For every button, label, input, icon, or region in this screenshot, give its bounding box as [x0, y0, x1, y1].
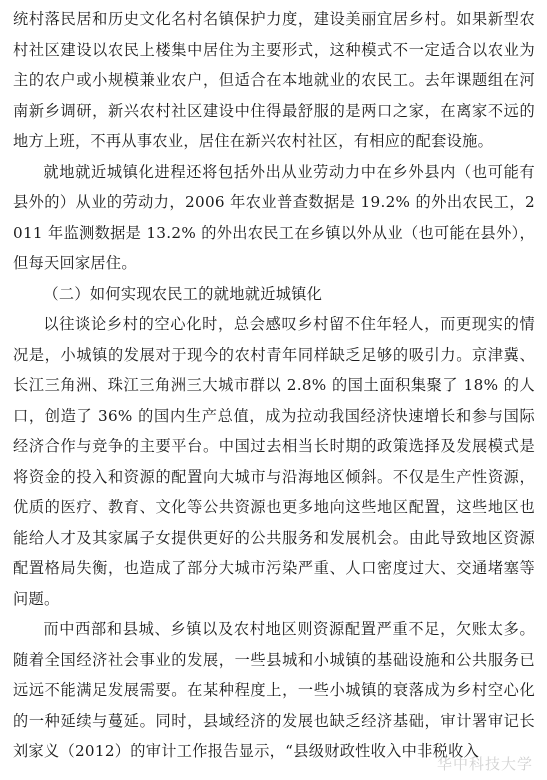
paragraph-2: 就地就近城镇化进程还将包括外出从业劳动力中在乡外县内（也可能有县外的）从业的劳动力，2006 年农业普查数据是 19.2% 的外出农民工，2011 年监测数据是 13.2% 的外出农民工在乡镇以外从业（也可能在县外），但每天回家居住。 [13, 162, 535, 272]
paragraph-3: 以往谈论乡村的空心化时，总会感叹乡村留不住年轻人，而更现实的情况是，小城镇的发展对于现今的农村青年同样缺乏足够的吸引力。京津冀、长江三角洲、珠江三角洲三大城市群以 2.8% 的国土面积集聚了 18% 的人口，创造了 36% 的国内生产总值，成为拉动我国经济快速增长和参与国际经济合作与竞争的主要平台。中国过去相当长时期的政策选择及发展模式是将资金的投入和资源的配置向大城市与沿海地区倾斜。不仅是生产性资源，优质的医疗、教育、文化等公共资源也更多地向这些地区配置，这些地区也能给人才及其家属子女提供更好的公共服务和发展机会。由此导致地区资源配置格局失衡，也造成了部分大城市污染严重、人口密度过大、交通堵塞等问题。 [13, 315, 535, 608]
watermark: 华中科技大学 [436, 755, 533, 773]
paragraph-4: 而中西部和县城、乡镇以及农村地区则资源配置严重不足，欠账太多。随着全国经济社会事业的发展，一些县城和小城镇的基础设施和公共服务已远远不能满足发展需要。在某种程度上，一些小城镇的衰落成为乡村空心化的一种延续与蔓延。同时，县域经济的发展也缺乏经济基础，审计署审记长刘家义（2012）的审计工作报告显示，“县级财政性收入中非税收入 [13, 620, 535, 760]
paragraph-1: 统村落民居和历史文化名村名镇保护力度，建设美丽宜居乡村。如果新型农村社区建设以农民上楼集中居住为主要形式，这种模式不一定适合以农业为主的农户或小规模兼业农户，但适合在本地就业的农民工。去年课题组在河南新乡调研，新兴农村社区建设中住得最舒服的是两口之家，在离家不远的地方上班，不再从事农业，居住在新兴农村社区，有相应的配套设施。 [13, 10, 535, 150]
section-heading: （二）如何实现农民工的就地就近城镇化 [43, 284, 323, 303]
